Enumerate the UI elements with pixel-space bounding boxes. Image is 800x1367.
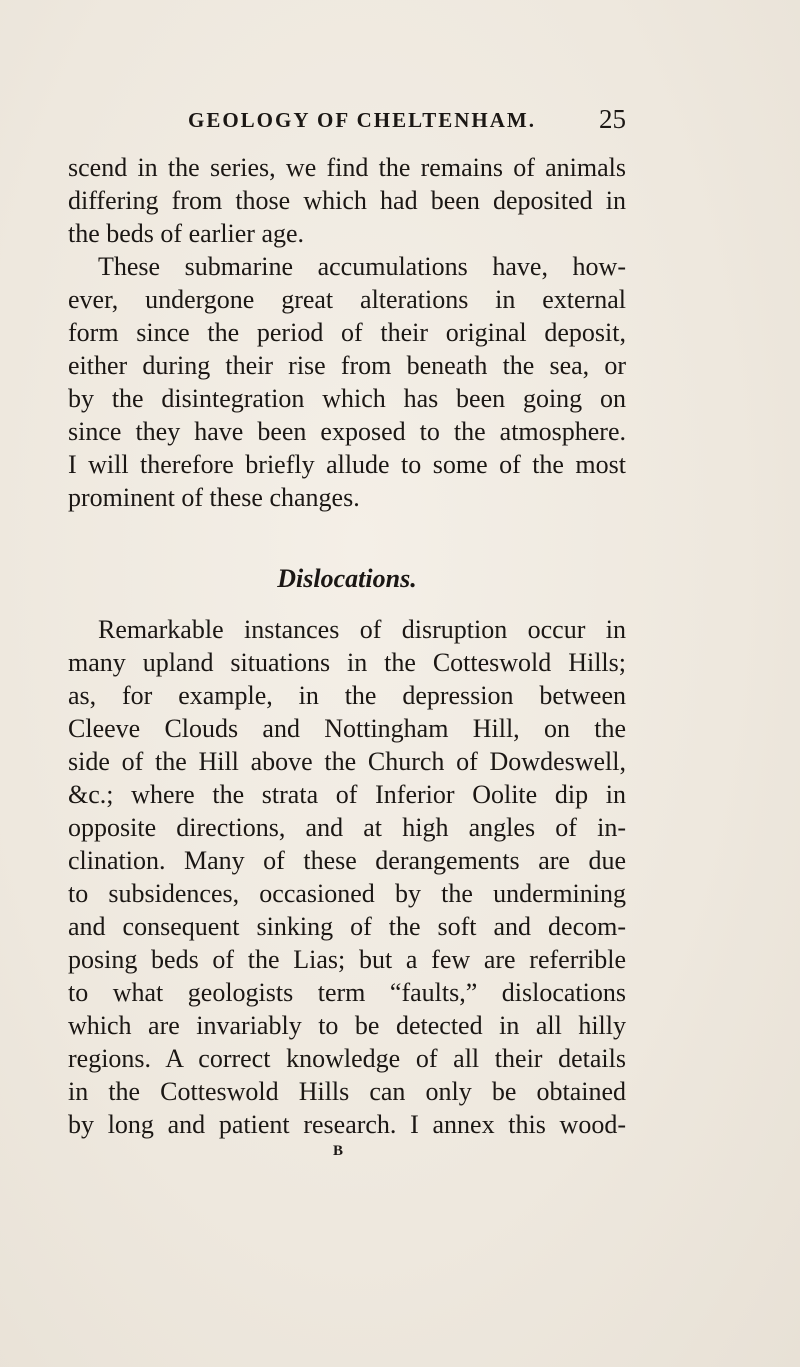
- text-line: differing from those which had been deposited in: [68, 186, 626, 215]
- text-line: ever, undergone great alterations in external: [68, 285, 626, 314]
- text-line: in the Cotteswold Hills can only be obtained: [68, 1077, 626, 1106]
- text-line: to subsidences, occasioned by the undermining: [68, 879, 626, 908]
- running-title: GEOLOGY OF CHELTENHAM.: [188, 108, 536, 132]
- text-line: as, for example, in the depression between: [68, 681, 626, 710]
- section-heading: Dislocations.: [277, 564, 417, 593]
- text-line: the beds of earlier age.: [68, 219, 305, 248]
- signature-mark: B: [333, 1143, 344, 1159]
- text-line: by long and patient research. I annex this wood-: [68, 1110, 626, 1139]
- text-line: form since the period of their original deposit,: [68, 318, 626, 347]
- text-line: side of the Hill above the Church of Dowdeswell,: [68, 747, 626, 776]
- page-number: 25: [599, 104, 626, 134]
- text-line: by the disintegration which has been going on: [68, 384, 626, 413]
- text-line: These submarine accumulations have, how-: [98, 252, 626, 281]
- text-line: Cleeve Clouds and Nottingham Hill, on the: [68, 714, 626, 743]
- running-head: [68, 104, 626, 138]
- text-line: opposite directions, and at high angles of in-: [68, 813, 626, 842]
- text-line: clination. Many of these derangements are due: [68, 846, 626, 875]
- text-line: since they have been exposed to the atmosphere.: [68, 417, 626, 446]
- text-line: Remarkable instances of disruption occur in: [98, 615, 626, 644]
- text-line: regions. A correct knowledge of all their details: [68, 1044, 626, 1073]
- text-line: and consequent sinking of the soft and decom-: [68, 912, 626, 941]
- text-line: to what geologists term “faults,” dislocations: [68, 978, 626, 1007]
- text-line: scend in the series, we find the remains of animals: [68, 153, 626, 182]
- text-line: I will therefore briefly allude to some of the most: [68, 450, 626, 479]
- text-line: which are invariably to be detected in all hilly: [68, 1011, 626, 1040]
- text-line: many upland situations in the Cotteswold Hills;: [68, 648, 626, 677]
- text-line: posing beds of the Lias; but a few are referrible: [68, 945, 626, 974]
- text-line: either during their rise from beneath the sea, or: [68, 351, 626, 380]
- text-line: &c.; where the strata of Inferior Oolite dip in: [68, 780, 626, 809]
- text-line: prominent of these changes.: [68, 483, 360, 512]
